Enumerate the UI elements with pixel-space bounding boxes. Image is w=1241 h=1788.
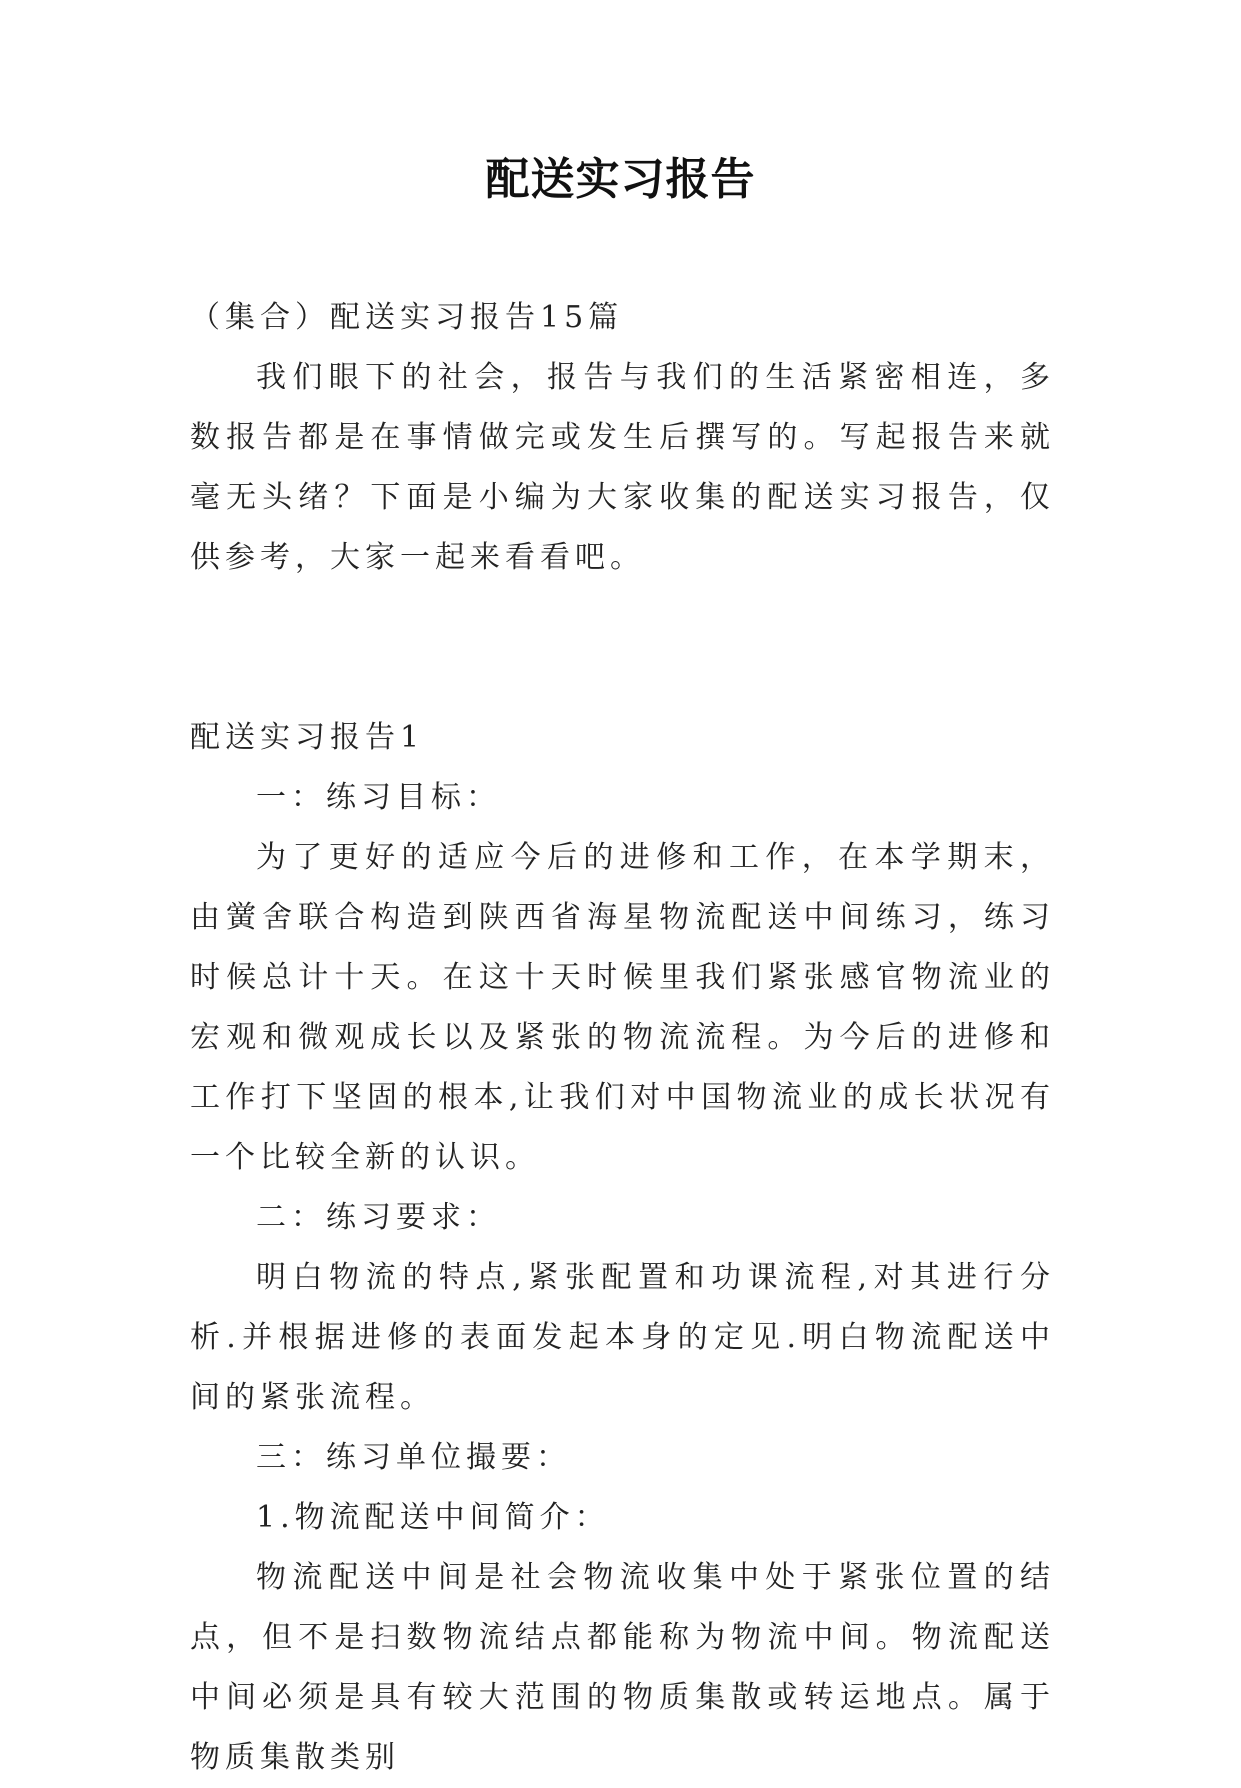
heading-center-intro: 1.物流配送中间简介： xyxy=(256,1500,610,1535)
paragraph-center-intro: 物流配送中间是社会物流收集中处于紧张位置的结点，但不是扫数物流结点都能称为物流中间。物流配送中间必须是具有较大范围的物质集散或转运地点。属于物质集散类别 xyxy=(190,1560,1055,1775)
paragraph-objectives: 为了更好的适应今后的进修和工作，在本学期末，由黉舍联合构造到陕西省海星物流配送中间练习，练习时候总计十天。在这十天时候里我们紧张感官物流业的宏观和微观成长以及紧张的物流流程。为今后的进修和工作打下坚固的根本,让我们对中国物流业的成长状况有一个比较全新的认识。 xyxy=(190,840,1055,1175)
heading-requirements: 二：练习要求： xyxy=(256,1200,501,1235)
document-title: 配送实习报告 xyxy=(485,154,756,205)
section-heading: 配送实习报告1 xyxy=(190,720,425,755)
heading-unit-summary: 三：练习单位撮要： xyxy=(256,1440,571,1475)
document-subtitle: （集合）配送实习报告15篇 xyxy=(190,300,624,335)
document-body xyxy=(190,288,1055,1788)
heading-objectives: 一：练习目标： xyxy=(256,780,501,815)
paragraph-spacer xyxy=(190,588,1055,708)
paragraph-requirements: 明白物流的特点,紧张配置和功课流程,对其进行分析.并根据进修的表面发起本身的定见.明白物流配送中间的紧张流程。 xyxy=(190,1260,1055,1415)
intro-paragraph: 我们眼下的社会，报告与我们的生活紧密相连，多数报告都是在事情做完或发生后撰写的。写起报告来就毫无头绪？下面是小编为大家收集的配送实习报告，仅供参考，大家一起来看看吧。 xyxy=(190,360,1055,575)
